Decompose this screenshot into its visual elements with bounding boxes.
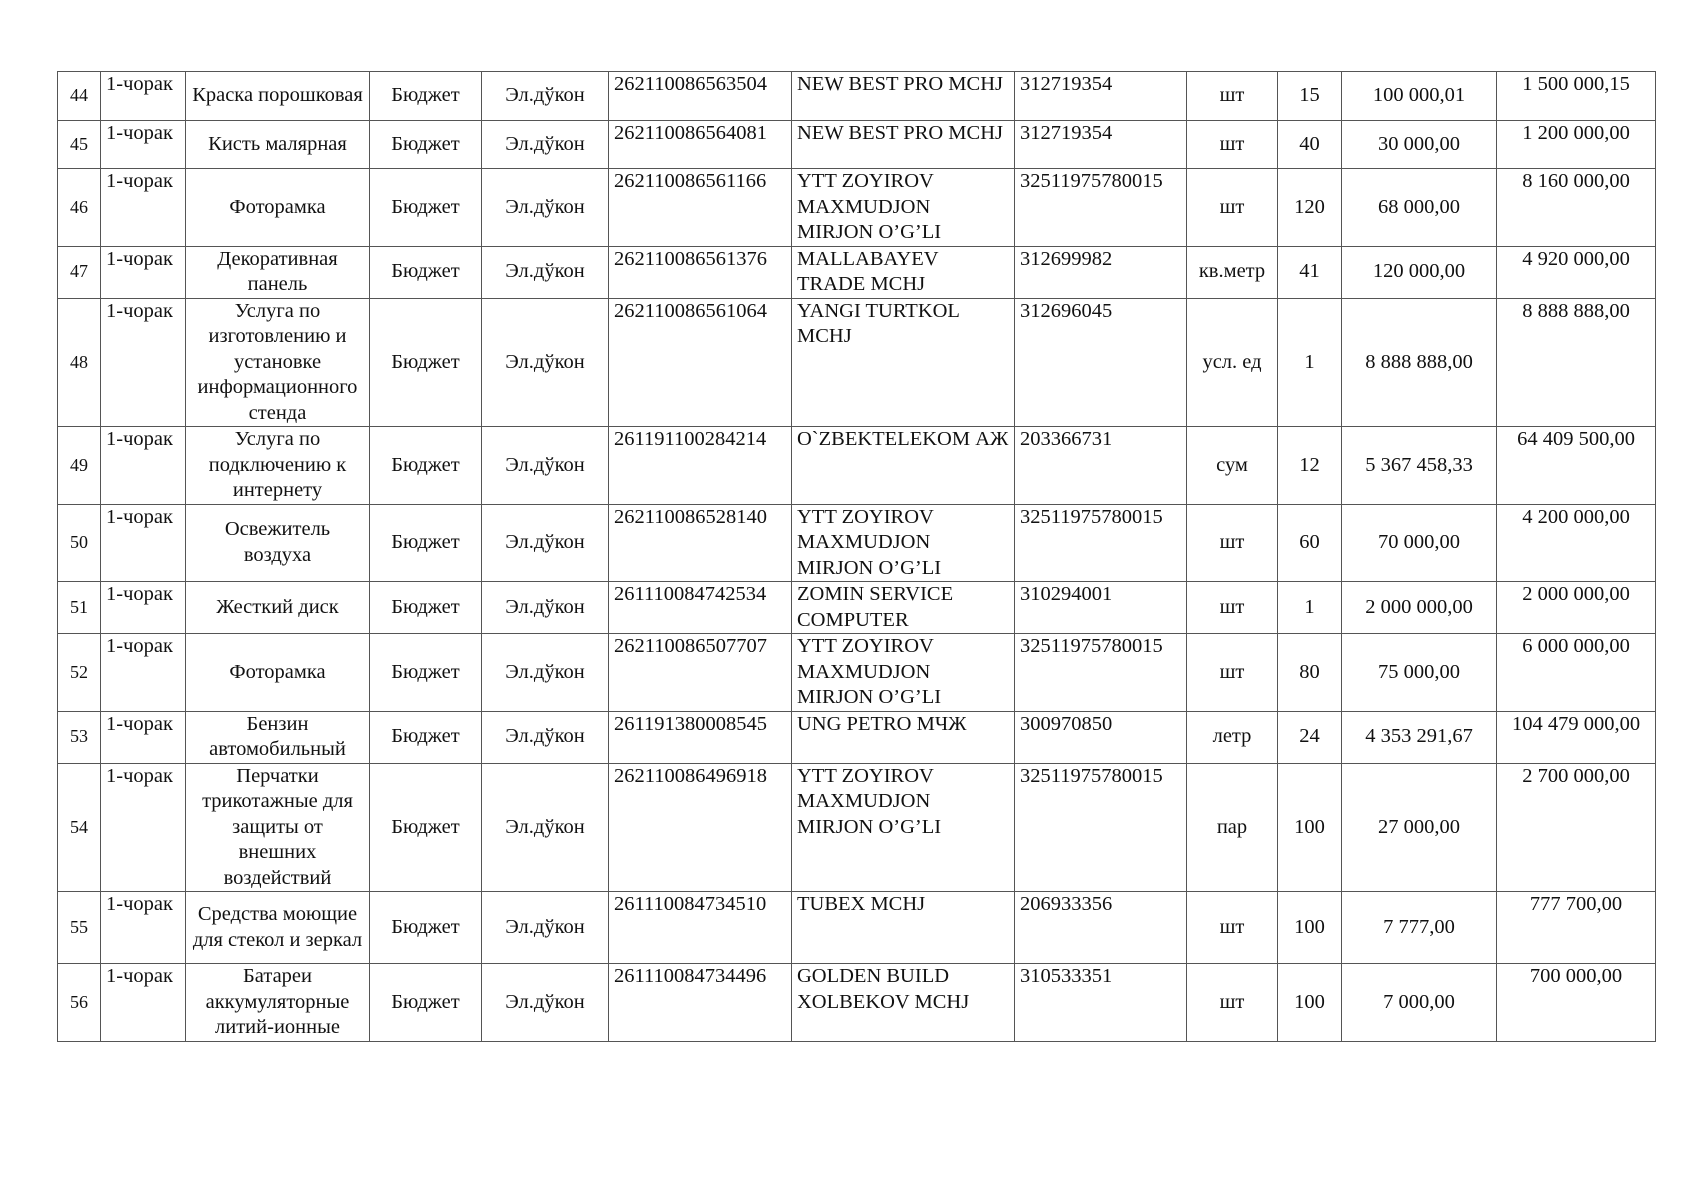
unit-cell: шт <box>1187 121 1278 169</box>
procurement-method-cell: Эл.дўкон <box>482 298 609 427</box>
item-name-cell: Средства моющие для стекол и зеркал <box>186 892 370 964</box>
tin-cell: 32511975780015 <box>1015 504 1187 582</box>
unit-cell: сум <box>1187 427 1278 505</box>
unit-price-cell: 4 353 291,67 <box>1342 711 1497 763</box>
funding-source-cell: Бюджет <box>370 504 482 582</box>
quantity-cell: 41 <box>1278 246 1342 298</box>
quarter-cell: 1-чорак <box>101 634 186 712</box>
row-number: 56 <box>58 964 101 1042</box>
item-name-cell: Кисть малярная <box>186 121 370 169</box>
unit-price-cell: 68 000,00 <box>1342 169 1497 247</box>
item-name-cell: Услуга по подключению к интернету <box>186 427 370 505</box>
contract-number-cell: 262110086561376 <box>609 246 792 298</box>
procurement-method-cell: Эл.дўкон <box>482 504 609 582</box>
quantity-cell: 15 <box>1278 72 1342 121</box>
row-number: 53 <box>58 711 101 763</box>
procurement-method-cell: Эл.дўкон <box>482 964 609 1042</box>
table-row <box>58 711 1656 763</box>
unit-price-cell: 8 888 888,00 <box>1342 298 1497 427</box>
contract-number-cell: 262110086561064 <box>609 298 792 427</box>
total-sum-cell: 8 160 000,00 <box>1497 169 1656 247</box>
unit-price-cell: 70 000,00 <box>1342 504 1497 582</box>
row-number: 48 <box>58 298 101 427</box>
item-name-cell: Услуга по изготовлению и установке информационного стенда <box>186 298 370 427</box>
quantity-cell: 80 <box>1278 634 1342 712</box>
table-row <box>58 582 1656 634</box>
funding-source-cell: Бюджет <box>370 711 482 763</box>
contract-number-cell: 261110084734496 <box>609 964 792 1042</box>
unit-cell: кв.метр <box>1187 246 1278 298</box>
contract-number-cell: 262110086507707 <box>609 634 792 712</box>
quantity-cell: 100 <box>1278 964 1342 1042</box>
funding-source-cell: Бюджет <box>370 121 482 169</box>
funding-source-cell: Бюджет <box>370 427 482 505</box>
table-row <box>58 246 1656 298</box>
quantity-cell: 60 <box>1278 504 1342 582</box>
tin-cell: 310294001 <box>1015 582 1187 634</box>
row-number: 44 <box>58 72 101 121</box>
quantity-cell: 12 <box>1278 427 1342 505</box>
quarter-cell: 1-чорак <box>101 427 186 505</box>
unit-price-cell: 5 367 458,33 <box>1342 427 1497 505</box>
supplier-cell: YANGI TURTKOL MCHJ <box>792 298 1015 427</box>
table-row <box>58 427 1656 505</box>
total-sum-cell: 2 000 000,00 <box>1497 582 1656 634</box>
contract-number-cell: 261191100284214 <box>609 427 792 505</box>
item-name-cell: Бензин автомобильный <box>186 711 370 763</box>
tin-cell: 312719354 <box>1015 121 1187 169</box>
contract-number-cell: 261110084742534 <box>609 582 792 634</box>
quarter-cell: 1-чорак <box>101 246 186 298</box>
procurement-table <box>57 71 1656 1042</box>
total-sum-cell: 700 000,00 <box>1497 964 1656 1042</box>
total-sum-cell: 2 700 000,00 <box>1497 763 1656 892</box>
tin-cell: 32511975780015 <box>1015 763 1187 892</box>
unit-cell: шт <box>1187 964 1278 1042</box>
quarter-cell: 1-чорак <box>101 121 186 169</box>
row-number: 45 <box>58 121 101 169</box>
item-name-cell: Жесткий диск <box>186 582 370 634</box>
unit-price-cell: 75 000,00 <box>1342 634 1497 712</box>
quarter-cell: 1-чорак <box>101 169 186 247</box>
unit-price-cell: 7 000,00 <box>1342 964 1497 1042</box>
procurement-method-cell: Эл.дўкон <box>482 634 609 712</box>
quarter-cell: 1-чорак <box>101 711 186 763</box>
unit-price-cell: 2 000 000,00 <box>1342 582 1497 634</box>
row-number: 54 <box>58 763 101 892</box>
table-body <box>58 72 1656 1042</box>
quantity-cell: 24 <box>1278 711 1342 763</box>
tin-cell: 206933356 <box>1015 892 1187 964</box>
total-sum-cell: 64 409 500,00 <box>1497 427 1656 505</box>
table-row <box>58 892 1656 964</box>
table-row <box>58 964 1656 1042</box>
quantity-cell: 120 <box>1278 169 1342 247</box>
supplier-cell: GOLDEN BUILD XOLBEKOV MCHJ <box>792 964 1015 1042</box>
table-row <box>58 634 1656 712</box>
unit-cell: шт <box>1187 72 1278 121</box>
row-number: 55 <box>58 892 101 964</box>
tin-cell: 312699982 <box>1015 246 1187 298</box>
funding-source-cell: Бюджет <box>370 72 482 121</box>
item-name-cell: Перчатки трикотажные для защиты от внешних воздействий <box>186 763 370 892</box>
tin-cell: 300970850 <box>1015 711 1187 763</box>
supplier-cell: YTT ZOYIROV MAXMUDJON MIRJON O’G’LI <box>792 169 1015 247</box>
total-sum-cell: 6 000 000,00 <box>1497 634 1656 712</box>
quantity-cell: 100 <box>1278 892 1342 964</box>
procurement-method-cell: Эл.дўкон <box>482 892 609 964</box>
row-number: 51 <box>58 582 101 634</box>
quantity-cell: 40 <box>1278 121 1342 169</box>
supplier-cell: NEW BEST PRO MCHJ <box>792 121 1015 169</box>
supplier-cell: YTT ZOYIROV MAXMUDJON MIRJON O’G’LI <box>792 634 1015 712</box>
procurement-method-cell: Эл.дўкон <box>482 169 609 247</box>
supplier-cell: MALLABAYEV TRADE MCHJ <box>792 246 1015 298</box>
table-row <box>58 504 1656 582</box>
total-sum-cell: 8 888 888,00 <box>1497 298 1656 427</box>
unit-price-cell: 120 000,00 <box>1342 246 1497 298</box>
table-row <box>58 298 1656 427</box>
total-sum-cell: 4 920 000,00 <box>1497 246 1656 298</box>
procurement-method-cell: Эл.дўкон <box>482 72 609 121</box>
funding-source-cell: Бюджет <box>370 892 482 964</box>
item-name-cell: Декоративная панель <box>186 246 370 298</box>
funding-source-cell: Бюджет <box>370 763 482 892</box>
funding-source-cell: Бюджет <box>370 298 482 427</box>
item-name-cell: Батареи аккумуляторные литий-ионные <box>186 964 370 1042</box>
supplier-cell: UNG PETRO МЧЖ <box>792 711 1015 763</box>
procurement-method-cell: Эл.дўкон <box>482 582 609 634</box>
total-sum-cell: 777 700,00 <box>1497 892 1656 964</box>
unit-cell: шт <box>1187 634 1278 712</box>
unit-cell: пар <box>1187 763 1278 892</box>
table-row <box>58 121 1656 169</box>
funding-source-cell: Бюджет <box>370 634 482 712</box>
procurement-method-cell: Эл.дўкон <box>482 121 609 169</box>
contract-number-cell: 262110086496918 <box>609 763 792 892</box>
unit-cell: шт <box>1187 169 1278 247</box>
unit-price-cell: 7 777,00 <box>1342 892 1497 964</box>
quarter-cell: 1-чорак <box>101 72 186 121</box>
unit-cell: шт <box>1187 504 1278 582</box>
quantity-cell: 1 <box>1278 298 1342 427</box>
unit-cell: шт <box>1187 582 1278 634</box>
table-row <box>58 763 1656 892</box>
total-sum-cell: 104 479 000,00 <box>1497 711 1656 763</box>
unit-price-cell: 27 000,00 <box>1342 763 1497 892</box>
tin-cell: 203366731 <box>1015 427 1187 505</box>
procurement-method-cell: Эл.дўкон <box>482 246 609 298</box>
row-number: 46 <box>58 169 101 247</box>
quarter-cell: 1-чорак <box>101 504 186 582</box>
item-name-cell: Фоторамка <box>186 634 370 712</box>
total-sum-cell: 4 200 000,00 <box>1497 504 1656 582</box>
quarter-cell: 1-чорак <box>101 298 186 427</box>
tin-cell: 310533351 <box>1015 964 1187 1042</box>
supplier-cell: ZOMIN SERVICE COMPUTER <box>792 582 1015 634</box>
document-page <box>57 71 1656 1042</box>
procurement-method-cell: Эл.дўкон <box>482 711 609 763</box>
procurement-method-cell: Эл.дўкон <box>482 763 609 892</box>
contract-number-cell: 262110086563504 <box>609 72 792 121</box>
supplier-cell: YTT ZOYIROV MAXMUDJON MIRJON O’G’LI <box>792 763 1015 892</box>
row-number: 52 <box>58 634 101 712</box>
tin-cell: 32511975780015 <box>1015 169 1187 247</box>
unit-price-cell: 30 000,00 <box>1342 121 1497 169</box>
unit-cell: летр <box>1187 711 1278 763</box>
tin-cell: 312696045 <box>1015 298 1187 427</box>
funding-source-cell: Бюджет <box>370 964 482 1042</box>
funding-source-cell: Бюджет <box>370 169 482 247</box>
contract-number-cell: 261110084734510 <box>609 892 792 964</box>
quarter-cell: 1-чорак <box>101 892 186 964</box>
contract-number-cell: 261191380008545 <box>609 711 792 763</box>
funding-source-cell: Бюджет <box>370 246 482 298</box>
item-name-cell: Краска порошковая <box>186 72 370 121</box>
unit-cell: усл. ед <box>1187 298 1278 427</box>
quantity-cell: 1 <box>1278 582 1342 634</box>
tin-cell: 32511975780015 <box>1015 634 1187 712</box>
supplier-cell: TUBEX MCHJ <box>792 892 1015 964</box>
table-row <box>58 72 1656 121</box>
quantity-cell: 100 <box>1278 763 1342 892</box>
row-number: 47 <box>58 246 101 298</box>
tin-cell: 312719354 <box>1015 72 1187 121</box>
contract-number-cell: 262110086528140 <box>609 504 792 582</box>
total-sum-cell: 1 500 000,15 <box>1497 72 1656 121</box>
contract-number-cell: 262110086561166 <box>609 169 792 247</box>
item-name-cell: Фоторамка <box>186 169 370 247</box>
row-number: 50 <box>58 504 101 582</box>
contract-number-cell: 262110086564081 <box>609 121 792 169</box>
table-row <box>58 169 1656 247</box>
unit-price-cell: 100 000,01 <box>1342 72 1497 121</box>
supplier-cell: YTT ZOYIROV MAXMUDJON MIRJON O’G’LI <box>792 504 1015 582</box>
quarter-cell: 1-чорак <box>101 964 186 1042</box>
quarter-cell: 1-чорак <box>101 763 186 892</box>
total-sum-cell: 1 200 000,00 <box>1497 121 1656 169</box>
procurement-method-cell: Эл.дўкон <box>482 427 609 505</box>
unit-cell: шт <box>1187 892 1278 964</box>
quarter-cell: 1-чорак <box>101 582 186 634</box>
supplier-cell: NEW BEST PRO MCHJ <box>792 72 1015 121</box>
supplier-cell: O`ZBEKTELEKOM АЖ <box>792 427 1015 505</box>
item-name-cell: Освежитель воздуха <box>186 504 370 582</box>
funding-source-cell: Бюджет <box>370 582 482 634</box>
row-number: 49 <box>58 427 101 505</box>
